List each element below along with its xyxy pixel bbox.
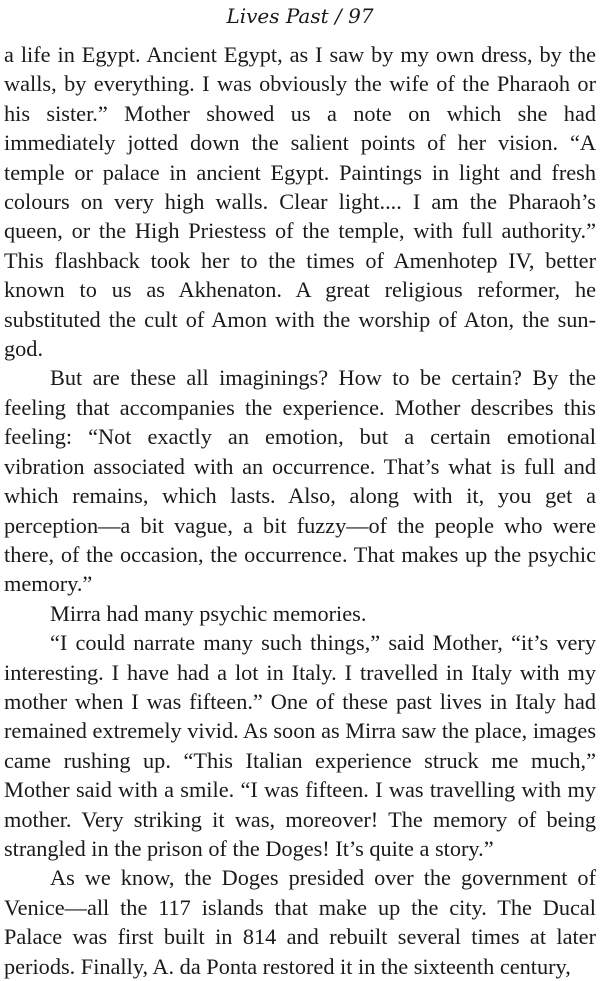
paragraph-3: Mirra had many psychic memories. <box>50 600 367 626</box>
paragraph-1: a life in Egypt. Ancient Egypt, as I saw by my own dress, by the walls, by everything. I was obviously the wife of the Pharaoh or his sister.” Mother showed us a note on which she had immediately jotted down the salient points of her vision. “A temple or palace in ancient Egypt. Paintings in light and fresh colours on very high walls. Clear light.... I am the Pharaoh’s queen, or the High Priestess of the temple, with full authority.” This flashback took her to the times of Amenhotep IV, better known to us as Akhenaton. A great religious reformer, he substituted the cult of Amon with the worship of Aton, the sun-god. <box>4 42 596 362</box>
running-head: Lives Past / 97 <box>226 4 374 28</box>
body-text <box>4 40 596 981</box>
paragraph-4: “I could narrate many such things,” said Mother, “it’s very interesting. I have had a lot in Italy. I travelled in Italy with my mother when I was fifteen.” One of these past lives in Italy had remained extremely vivid. As soon as Mirra saw the place, images came rushing up. “This Italian experience struck me much,” Mother said with a smile. “I was fifteen. I was travelling with my mother. Very striking it was, moreover! The memory of being strangled in the prison of the Doges! It’s quite a story.” <box>4 630 596 861</box>
paragraph-2: But are these all imaginings? How to be certain? By the feeling that accompanies the experience. Mother describes this feeling: “Not exactly an emotion, but a certain emotional vibration associated with an occurrence. That’s what is full and which remains, which lasts. Also, along with it, you get a perception—a bit vague, a bit fuzzy—of the people who were there, of the occasion, the occurrence. That makes up the psychic memory.” <box>4 365 596 597</box>
paragraph-5: As we know, the Doges presided over the government of Venice—all the 117 islands that make up the city. The Ducal Palace was first built in 814 and rebuilt several times at later periods. Finally, A. da Ponta restored it in the sixteenth century, <box>4 865 596 979</box>
